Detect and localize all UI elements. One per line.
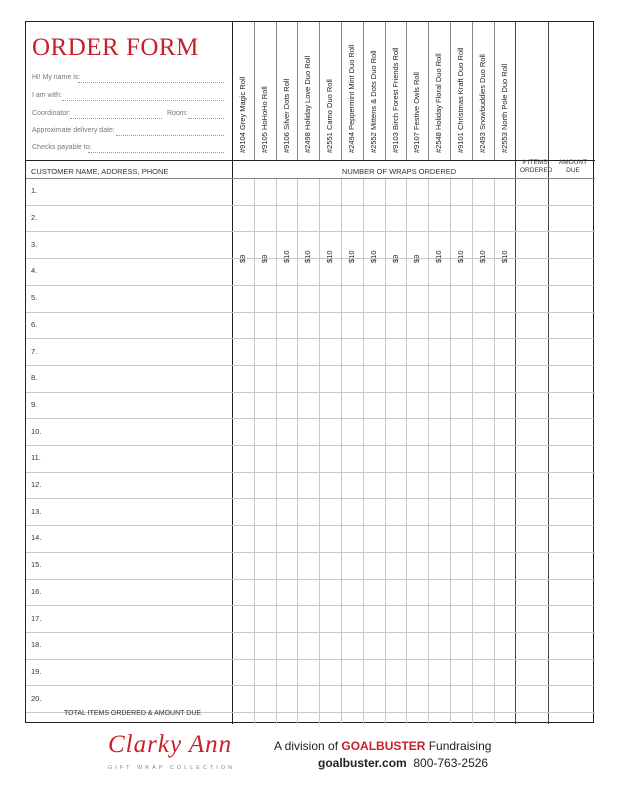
grid-line — [26, 231, 595, 232]
row-number: 8. — [31, 373, 38, 383]
product-price: $10 — [303, 250, 313, 263]
grid-line — [26, 178, 595, 179]
grid-line — [450, 22, 451, 160]
grid-line — [26, 685, 595, 686]
product-name: #9104 Grey Magic Roll — [238, 76, 247, 153]
product-name: #2553 North Pole Duo Roll — [499, 63, 509, 153]
grid-line — [297, 178, 298, 724]
product-price: $10 — [477, 250, 487, 263]
grid-line — [319, 22, 320, 160]
grid-line — [428, 22, 429, 160]
grid-line — [26, 659, 595, 660]
row-number: 12. — [31, 480, 42, 490]
grid-line — [26, 525, 595, 526]
product-name: #9105 HoHoHo Roll — [259, 86, 269, 153]
product-price: $10 — [325, 250, 335, 263]
grid-line — [26, 552, 595, 553]
grid-line — [26, 418, 595, 419]
product-price: $9 — [390, 254, 400, 263]
grid-line — [385, 22, 386, 160]
product-price: $9 — [238, 254, 247, 263]
row-number: 20. — [31, 693, 42, 703]
grid-line — [363, 178, 364, 724]
row-number: 10. — [31, 426, 42, 436]
grid-line — [406, 178, 407, 724]
product-name: #2494 Peppermint Mint Duo Roll — [347, 44, 356, 153]
grid-line — [472, 22, 473, 160]
row-number: 16. — [31, 586, 42, 596]
row-number: 1. — [31, 186, 38, 196]
checks-payable-field[interactable] — [88, 152, 224, 153]
grid-line — [26, 365, 595, 366]
row-number: 3. — [31, 239, 38, 249]
product-name: #2551 Camo Duo Roll — [325, 79, 335, 153]
grid-line — [494, 178, 495, 724]
footer — [0, 723, 618, 800]
grid-line — [363, 22, 364, 160]
grid-line — [26, 338, 595, 339]
room-field[interactable] — [188, 118, 224, 119]
product-name: #9106 Silver Dots Roll — [281, 78, 291, 153]
grid-line — [26, 605, 595, 606]
grid-line — [26, 285, 595, 286]
grid-line — [26, 392, 595, 393]
grid-line — [26, 579, 595, 580]
logo-name: Clarky Ann — [108, 731, 233, 758]
total-label: TOTAL ITEMS ORDERED & AMOUNT DUE — [64, 710, 202, 717]
grid-line — [450, 178, 451, 724]
row-number: 15. — [31, 560, 42, 570]
row-number: 4. — [31, 266, 38, 276]
contact-line — [318, 756, 488, 770]
product-name: #2493 Snowbuddies Duo Roll — [477, 54, 487, 153]
row-number: 19. — [31, 666, 42, 676]
product-price: $10 — [347, 250, 356, 263]
grid-line — [26, 258, 595, 259]
grid-line — [26, 632, 595, 633]
delivery-date-label: Approximate delivery date: — [32, 127, 115, 134]
product-name: #9101 Christmas Kraft Duo Roll — [456, 47, 465, 153]
product-price: $9 — [412, 254, 422, 263]
product-name: #2498 Holiday Love Duo Roll — [303, 55, 313, 153]
grid-line — [515, 22, 516, 724]
grid-line — [26, 498, 595, 499]
order-form — [25, 21, 594, 723]
delivery-date-field[interactable] — [116, 135, 224, 136]
grid-line — [472, 178, 473, 724]
name-field[interactable] — [78, 82, 224, 83]
product-name: #2552 Mittens & Dots Duo Roll — [368, 50, 378, 153]
division-suffix: Fundraising — [425, 739, 492, 753]
grid-line — [276, 22, 277, 160]
grid-line — [297, 22, 298, 160]
items-ordered-header: # ITEMS ORDERED — [520, 159, 553, 174]
product-name: #9103 Birch Forest Friends Roll — [390, 47, 400, 153]
product-price: $10 — [281, 250, 291, 263]
grid-line — [406, 22, 407, 160]
website-link[interactable]: goalbuster.com — [318, 756, 407, 770]
grid-line — [26, 312, 595, 313]
grid-line — [254, 178, 255, 724]
coordinator-field-label: Coordinator: — [32, 110, 71, 117]
product-price: $10 — [499, 250, 509, 263]
amount-due-header: AMOUNT DUE — [558, 159, 588, 174]
grid-line — [276, 178, 277, 724]
product-price: $10 — [434, 250, 444, 263]
row-number: 14. — [31, 533, 42, 543]
grid-line — [254, 22, 255, 160]
row-number: 17. — [31, 613, 42, 623]
grid-line — [494, 22, 495, 160]
division-prefix: A division of — [274, 739, 342, 753]
grid-line — [428, 178, 429, 724]
grid-line — [341, 178, 342, 724]
row-number: 13. — [31, 506, 42, 516]
row-number: 9. — [31, 399, 38, 409]
grid-line — [232, 22, 233, 724]
phone-number: 800-763-2526 — [413, 756, 489, 770]
grid-line — [341, 22, 342, 160]
product-price: $10 — [368, 250, 378, 263]
row-number: 6. — [31, 319, 38, 329]
product-name: #9107 Festive Owls Roll — [412, 72, 422, 153]
grid-line — [548, 22, 549, 724]
row-number: 5. — [31, 293, 38, 303]
product-price: $9 — [259, 254, 269, 263]
row-number: 11. — [31, 453, 41, 463]
checks-payable-label: Checks payable to: — [32, 144, 92, 151]
grid-line — [385, 178, 386, 724]
brand-name: GOALBUSTER — [341, 739, 426, 753]
name-field-label: Hi! My name is: — [32, 74, 81, 81]
group-field[interactable] — [62, 100, 224, 101]
form-title: ORDER FORM — [32, 34, 199, 61]
grid-line — [26, 205, 595, 206]
row-number: 18. — [31, 640, 42, 650]
grid-line — [319, 178, 320, 724]
wraps-header: NUMBER OF WRAPS ORDERED — [342, 167, 457, 176]
group-field-label: I am with: — [32, 92, 62, 99]
customer-header: CUSTOMER NAME, ADDRESS, PHONE — [31, 167, 169, 176]
grid-line — [26, 472, 595, 473]
row-number: 2. — [31, 213, 38, 223]
division-line — [274, 739, 491, 753]
room-field-label: Room: — [167, 110, 188, 117]
grid-line — [26, 160, 595, 161]
row-number: 7. — [31, 346, 38, 356]
coordinator-field[interactable] — [70, 118, 162, 119]
product-name: #2548 Holiday Floral Duo Roll — [434, 53, 444, 153]
product-price: $10 — [456, 250, 465, 263]
grid-line — [26, 445, 595, 446]
logo-subtitle: GIFT WRAP COLLECTION — [108, 765, 236, 771]
